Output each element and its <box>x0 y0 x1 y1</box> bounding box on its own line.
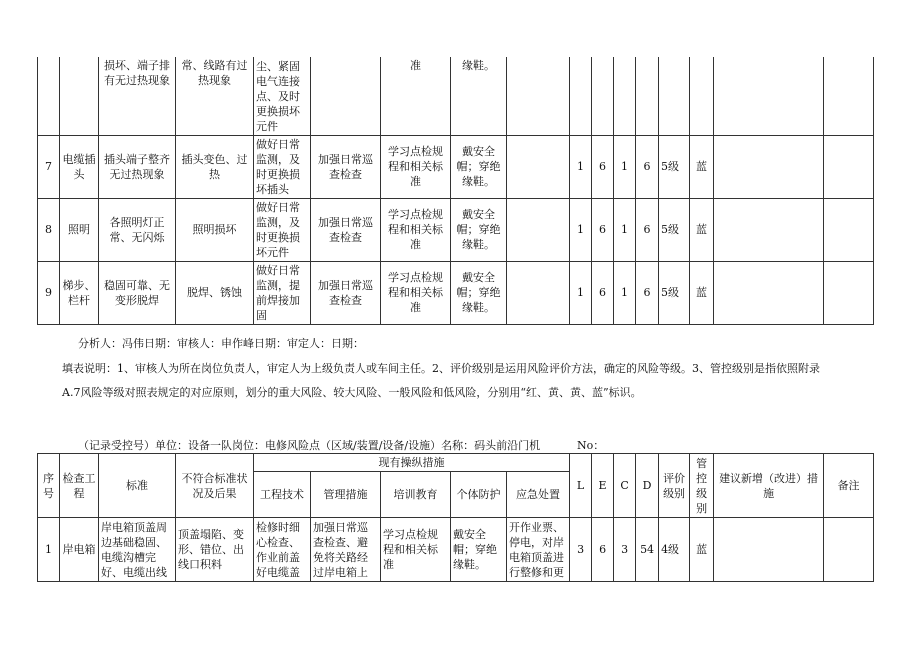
emergency-measure <box>507 261 570 324</box>
emergency-measure <box>507 57 570 135</box>
header-d: D <box>636 454 659 518</box>
value-c: 1 <box>614 198 636 261</box>
header-no: 序号 <box>38 454 60 518</box>
header-suggested-measure: 建议新增（改进）措施 <box>714 454 824 518</box>
remarks <box>824 57 874 135</box>
check-item <box>60 57 99 135</box>
training-measure: 学习点检规程和相关标准 <box>381 518 451 582</box>
value-e: 6 <box>592 261 614 324</box>
evaluation-level: 5级 <box>659 261 690 324</box>
remarks <box>824 518 874 582</box>
emergency-measure <box>507 198 570 261</box>
analyst-line: 分析人：冯伟日期：审核人：申作峰日期：审定人：日期： <box>78 337 364 350</box>
control-level: 蓝 <box>690 518 714 582</box>
suggested-measure <box>714 198 824 261</box>
suggested-measure <box>714 518 824 582</box>
fill-instructions-line-2: A.7风险等级对照表规定的对应原则，划分的重大风险、较大风险、一般风险和低风险，分别用“红、黄、黄、蓝”标识。 <box>62 386 642 399</box>
control-level: 蓝 <box>690 261 714 324</box>
value-l <box>570 57 592 135</box>
evaluation-level: 5级 <box>659 135 690 198</box>
nonconformity: 常、线路有过热现象 <box>176 57 254 135</box>
engineering-measure: 做好日常监测，及时更换损坏插头 <box>254 135 311 198</box>
value-e: 6 <box>592 518 614 582</box>
engineering-measure: 做好日常监测，提前焊接加固 <box>254 261 311 324</box>
emergency-measure <box>507 135 570 198</box>
row-number: 7 <box>38 135 60 198</box>
management-measure: 加强日常巡查检查、避免将关路经过岸电箱上 <box>311 518 381 582</box>
table-row <box>38 57 874 135</box>
header-standard: 标准 <box>99 454 176 518</box>
remarks <box>824 261 874 324</box>
risk-table <box>37 453 874 582</box>
row-number: 9 <box>38 261 60 324</box>
training-measure: 准 <box>381 57 451 135</box>
table-row <box>38 135 874 198</box>
standard: 岸电箱顶盖周边基础稳固、电缆沟槽完好、电缆出线 <box>99 518 176 582</box>
value-e <box>592 57 614 135</box>
value-d <box>636 57 659 135</box>
check-item: 电缆插头 <box>60 135 99 198</box>
header-item: 检查工程 <box>60 454 99 518</box>
record-number-label: No： <box>577 439 605 452</box>
value-d: 6 <box>636 261 659 324</box>
value-d: 54 <box>636 518 659 582</box>
value-c <box>614 57 636 135</box>
nonconformity: 脱焊、锈蚀 <box>176 261 254 324</box>
value-l: 1 <box>570 198 592 261</box>
control-level: 蓝 <box>690 198 714 261</box>
management-measure <box>311 57 381 135</box>
standard: 各照明灯正常、无闪烁 <box>99 198 176 261</box>
header-emergency: 应急处置 <box>507 472 570 518</box>
header-training: 培训教育 <box>381 472 451 518</box>
row-number <box>38 57 60 135</box>
check-item: 照明 <box>60 198 99 261</box>
remarks <box>824 198 874 261</box>
value-d: 6 <box>636 198 659 261</box>
value-d: 6 <box>636 135 659 198</box>
header-evaluation-level: 评价级别 <box>659 454 690 518</box>
record-header <box>78 438 605 453</box>
ppe-measure: 戴安全帽；穿绝缘鞋。 <box>451 518 507 582</box>
emergency-measure: 开作业票、停电，对岸电箱顶盖进行整修和更 <box>507 518 570 582</box>
table-row <box>38 261 874 324</box>
value-l: 1 <box>570 261 592 324</box>
control-level: 蓝 <box>690 135 714 198</box>
value-c: 1 <box>614 135 636 198</box>
standard: 损坏、端子排有无过热现象 <box>99 57 176 135</box>
header-e: E <box>592 454 614 518</box>
table-row <box>38 518 874 582</box>
header-control-level: 管控级别 <box>690 454 714 518</box>
evaluation-level: 4级 <box>659 518 690 582</box>
value-e: 6 <box>592 198 614 261</box>
ppe-measure: 缘鞋。 <box>451 57 507 135</box>
nonconformity: 照明损坏 <box>176 198 254 261</box>
value-c: 1 <box>614 261 636 324</box>
value-l: 1 <box>570 135 592 198</box>
header-engineering: 工程技术 <box>254 472 311 518</box>
value-e: 6 <box>592 135 614 198</box>
standard: 插头端子整齐无过热现象 <box>99 135 176 198</box>
engineering-measure: 尘、紧固电气连接点、及时更换损坏元件 <box>254 57 311 135</box>
nonconformity: 顶盖塌陷、变形、错位、出线口积料 <box>176 518 254 582</box>
header-management: 管理措施 <box>311 472 381 518</box>
training-measure: 学习点检规程和相关标准 <box>381 135 451 198</box>
ppe-measure: 戴安全帽；穿绝缘鞋。 <box>451 198 507 261</box>
fill-instructions-line-1: 填表说明：1、审核人为所在岗位负责人，审定人为上级负责人或车间主任。2、评价级别是运用风险评价方法，确定的风险等级。3、管控级别是指依照附录 <box>62 362 820 375</box>
header-l: L <box>570 454 592 518</box>
training-measure: 学习点检规程和相关标准 <box>381 261 451 324</box>
suggested-measure <box>714 135 824 198</box>
management-measure: 加强日常巡查检查 <box>311 198 381 261</box>
row-number: 8 <box>38 198 60 261</box>
training-measure: 学习点检规程和相关标准 <box>381 198 451 261</box>
standard: 稳固可靠、无变形脱焊 <box>99 261 176 324</box>
remarks <box>824 135 874 198</box>
engineering-measure: 检修时细心检查、作业前盖好电缆盖 <box>254 518 311 582</box>
evaluation-level <box>659 57 690 135</box>
engineering-measure: 做好日常监测，及时更换损坏元件 <box>254 198 311 261</box>
header-measures: 现有操纵措施 <box>254 454 570 472</box>
check-item: 岸电箱 <box>60 518 99 582</box>
record-info: （记录受控号）单位：设备一队岗位：电修风险点（区域/装置/设备/设施）名称：码头前沿门机 <box>78 439 541 452</box>
check-item: 梯步、栏杆 <box>60 261 99 324</box>
header-ppe: 个体防护 <box>451 472 507 518</box>
nonconformity: 插头变色、过热 <box>176 135 254 198</box>
ppe-measure: 戴安全帽；穿绝缘鞋。 <box>451 261 507 324</box>
header-c: C <box>614 454 636 518</box>
header-nonconformity: 不符合标准状况及后果 <box>176 454 254 518</box>
control-level <box>690 57 714 135</box>
suggested-measure <box>714 261 824 324</box>
ppe-measure: 戴安全帽；穿绝缘鞋。 <box>451 135 507 198</box>
management-measure: 加强日常巡查检查 <box>311 135 381 198</box>
value-l: 3 <box>570 518 592 582</box>
header-row <box>38 454 874 472</box>
risk-table-continued <box>37 57 874 325</box>
header-remarks: 备注 <box>824 454 874 518</box>
value-c: 3 <box>614 518 636 582</box>
evaluation-level: 5级 <box>659 198 690 261</box>
row-number: 1 <box>38 518 60 582</box>
management-measure: 加强日常巡查检查 <box>311 261 381 324</box>
suggested-measure <box>714 57 824 135</box>
table-row <box>38 198 874 261</box>
